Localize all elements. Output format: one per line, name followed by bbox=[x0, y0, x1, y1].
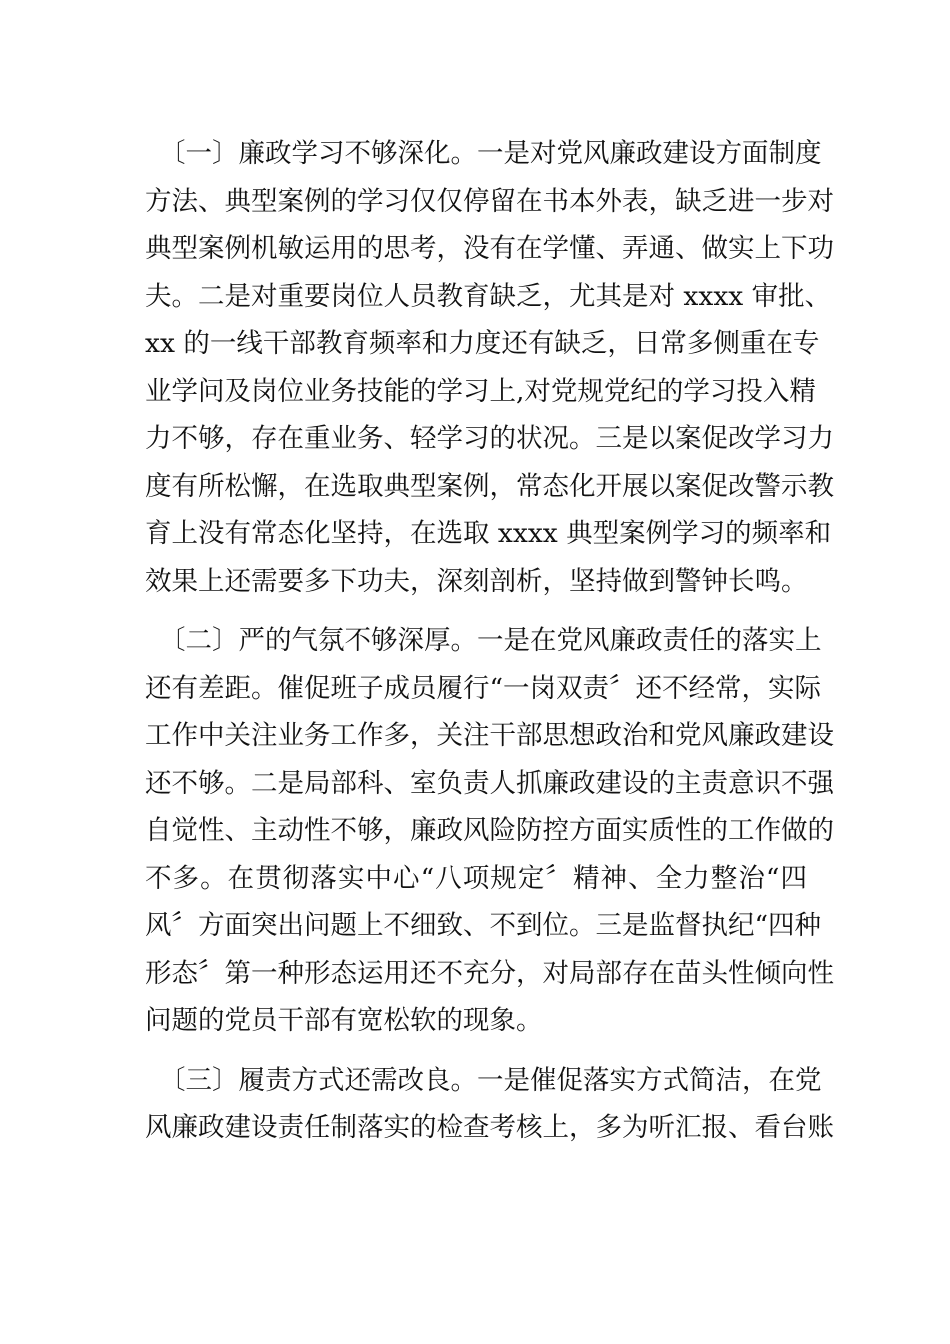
text-line: 业学问及岗位业务技能的学习上,对党规党纪的学习投入精 bbox=[145, 375, 816, 407]
text-line: 风廉政建设责任制落实的检查考核上，多为听汇报、看台账 bbox=[145, 1112, 834, 1143]
text-line: 还有差距。催促班子成员履行“一岗双责〞还不经常，实际 bbox=[145, 672, 822, 704]
text-line: 形态〞第一种形态运用还不充分，对局部存在苗头性倾向性 bbox=[145, 957, 834, 989]
text-line: 自觉性、主动性不够，廉政风险防控方面实质性的工作做的 bbox=[145, 815, 834, 846]
text-line: 育上没有常态化坚持，在选取 xxxx 典型案例学习的频率和 bbox=[145, 518, 832, 549]
text-line: 〔二〕严的气氛不够深厚。一是在党风廉政责任的落实上 bbox=[159, 625, 822, 656]
text-line: 〔一〕廉政学习不够深化。一是对党风廉政建设方面制度 bbox=[159, 138, 822, 169]
text-line: xx 的一线干部教育频率和力度还有缺乏，日常多侧重在专 bbox=[145, 328, 820, 359]
text-line: 夫。二是对重要岗位人员教育缺乏，尤其是对 xxxx 审批、 bbox=[145, 280, 832, 312]
text-line: 典型案例机敏运用的思考，没有在学懂、弄通、做实上下功 bbox=[145, 233, 834, 264]
text-line: 风〞方面突出问题上不细致、不到位。三是监督执纪“四种 bbox=[145, 910, 822, 941]
text-line: 力不够，存在重业务、轻学习的状况。三是以案促改学习力 bbox=[145, 423, 834, 454]
text-line: 效果上还需要多下功夫，深刻剖析，坚持做到警钟长鸣。 bbox=[145, 565, 808, 597]
text-line: 度有所松懈，在选取典型案例，常态化开展以案促改警示教 bbox=[145, 470, 834, 502]
paragraph-lianzheng-xuexi bbox=[145, 130, 834, 605]
document-body bbox=[145, 130, 834, 1164]
paragraph-lvze-fangshi bbox=[145, 1057, 834, 1152]
text-line: 不多。在贯彻落实中心“八项规定〞精神、全力整治“四 bbox=[145, 862, 807, 894]
text-line: 还不够。二是局部科、室负责人抓廉政建设的主责意识不强 bbox=[145, 767, 834, 799]
text-line: 〔三〕履责方式还需改良。一是催促落实方式简洁，在党 bbox=[159, 1064, 822, 1096]
text-line: 工作中关注业务工作多，关注干部思想政治和党风廉政建设 bbox=[145, 720, 834, 751]
paragraph-yan-de-qifen bbox=[145, 617, 834, 1045]
text-line: 方法、典型案例的学习仅仅停留在书本外表，缺乏进一步对 bbox=[145, 185, 834, 217]
text-line: 问题的党员干部有宽松软的现象。 bbox=[145, 1005, 543, 1036]
